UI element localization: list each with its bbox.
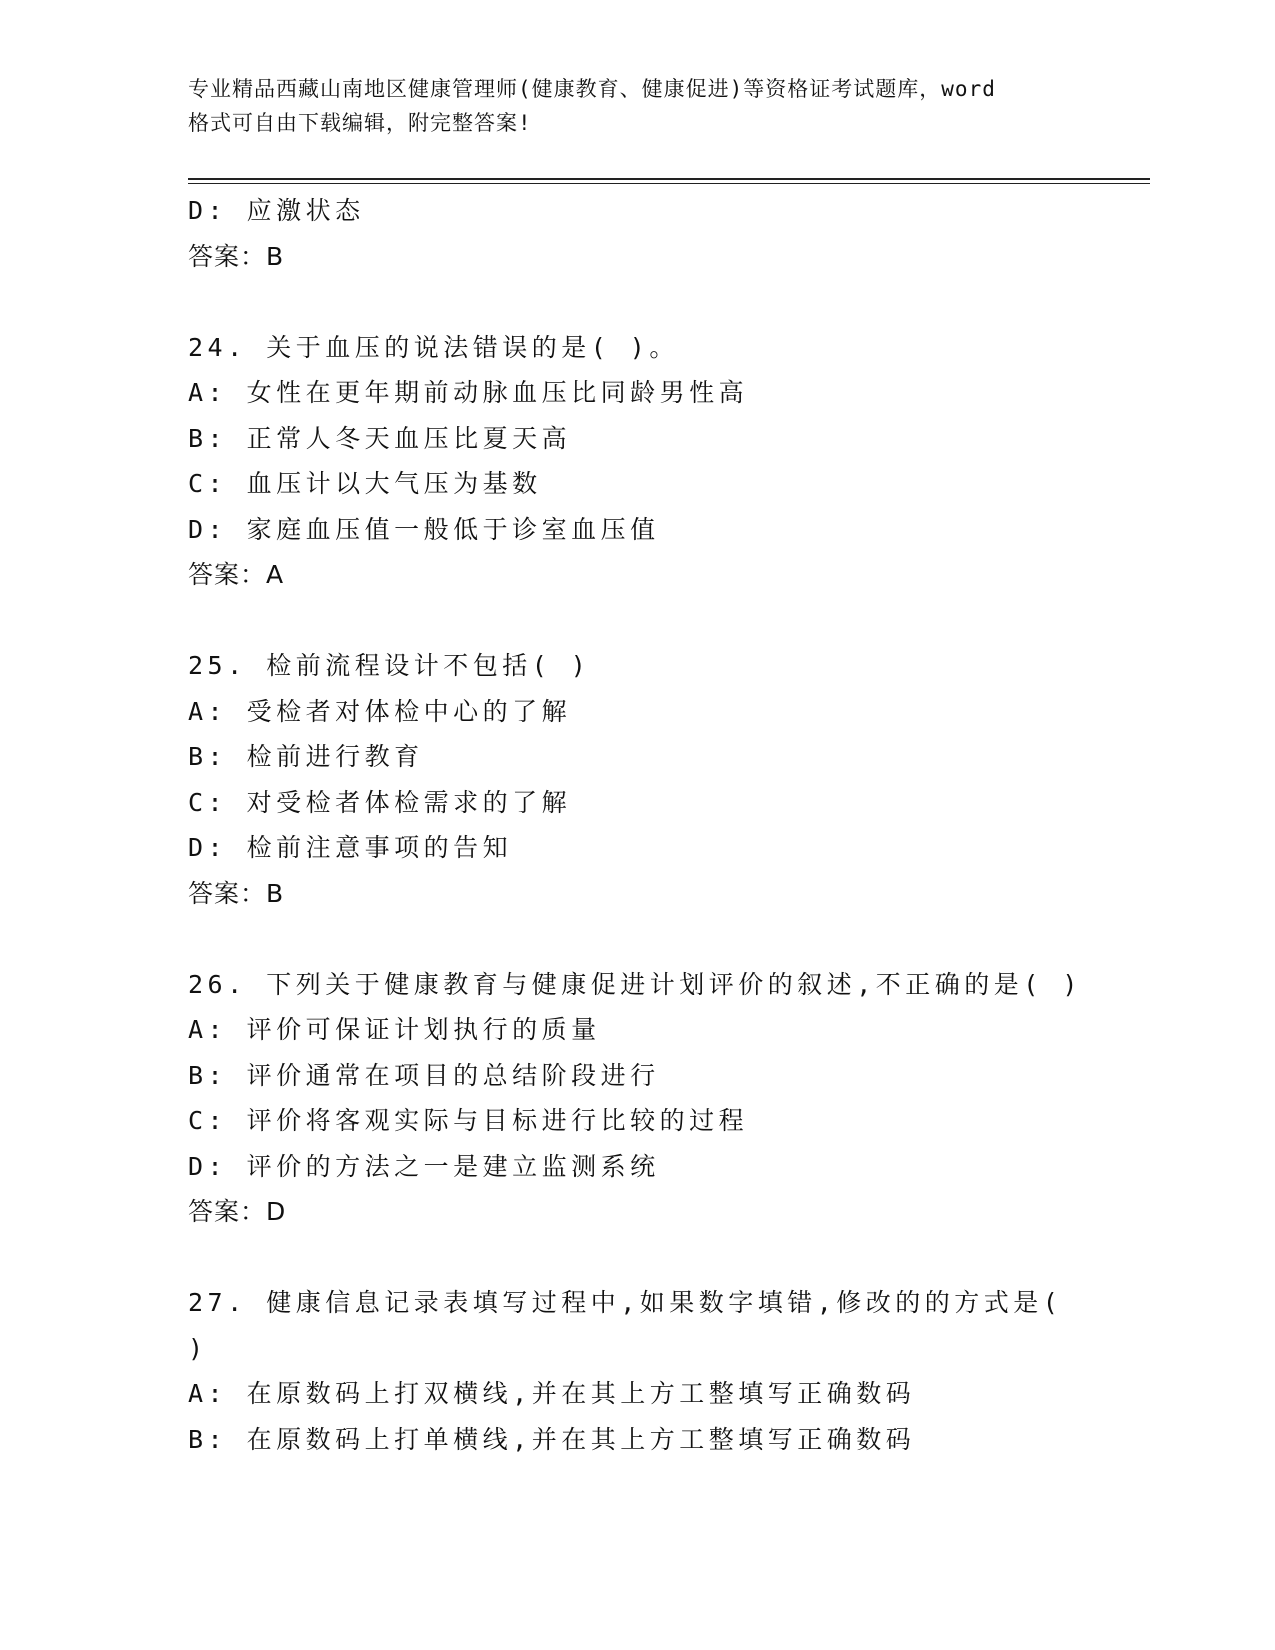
answer: 答案：A	[188, 560, 285, 589]
question-23-tail	[188, 188, 1128, 279]
option-b: B: 评价通常在项目的总结阶段进行	[188, 1060, 660, 1090]
option-a: A: 受检者对体检中心的了解	[188, 696, 572, 726]
question-stem: 24. 关于血压的说法错误的是( )。	[188, 332, 679, 362]
page-header	[188, 72, 1088, 140]
option-d: D: 应激状态	[188, 196, 365, 225]
option-a: A: 评价可保证计划执行的质量	[188, 1015, 601, 1044]
answer: 答案：B	[188, 241, 285, 271]
header-line-2: 格式可自由下载编辑，附完整答案!	[188, 111, 532, 135]
option-a: A: 在原数码上打双横线,并在其上方工整填写正确数码	[188, 1379, 916, 1408]
option-d: D: 检前注意事项的告知	[188, 833, 513, 862]
option-d: D: 家庭血压值一般低于诊室血压值	[188, 514, 660, 544]
header-line-1: 专业精品西藏山南地区健康管理师(健康教育、健康促进)等资格证考试题库，word	[188, 77, 996, 101]
option-c: C: 对受检者体检需求的了解	[188, 787, 572, 817]
answer: 答案：B	[188, 878, 285, 908]
question-list	[188, 188, 1128, 1462]
option-a: A: 女性在更年期前动脉血压比同龄男性高	[188, 378, 749, 407]
question-27	[188, 1280, 1128, 1462]
option-b: B: 检前进行教育	[188, 742, 424, 771]
option-c: C: 评价将客观实际与目标进行比较的过程	[188, 1106, 749, 1135]
question-stem: 26. 下列关于健康教育与健康促进计划评价的叙述,不正确的是( )	[188, 969, 1082, 999]
option-c: C: 血压计以大气压为基数	[188, 469, 542, 498]
option-d: D: 评价的方法之一是建立监测系统	[188, 1151, 660, 1181]
question-25	[188, 643, 1128, 916]
option-b: B: 正常人冬天血压比夏天高	[188, 423, 572, 453]
question-24	[188, 325, 1128, 598]
header-divider-thick	[188, 178, 1150, 180]
option-b: B: 在原数码上打单横线,并在其上方工整填写正确数码	[188, 1424, 916, 1454]
question-stem: 25. 检前流程设计不包括( )	[188, 651, 591, 680]
question-26	[188, 962, 1128, 1235]
answer: 答案：D	[188, 1197, 287, 1226]
question-stem: 27. 健康信息记录表填写过程中,如果数字填错,修改的的方式是(	[188, 1288, 1063, 1317]
question-stem-continued: )	[188, 1333, 208, 1363]
header-divider-thin	[188, 183, 1150, 184]
